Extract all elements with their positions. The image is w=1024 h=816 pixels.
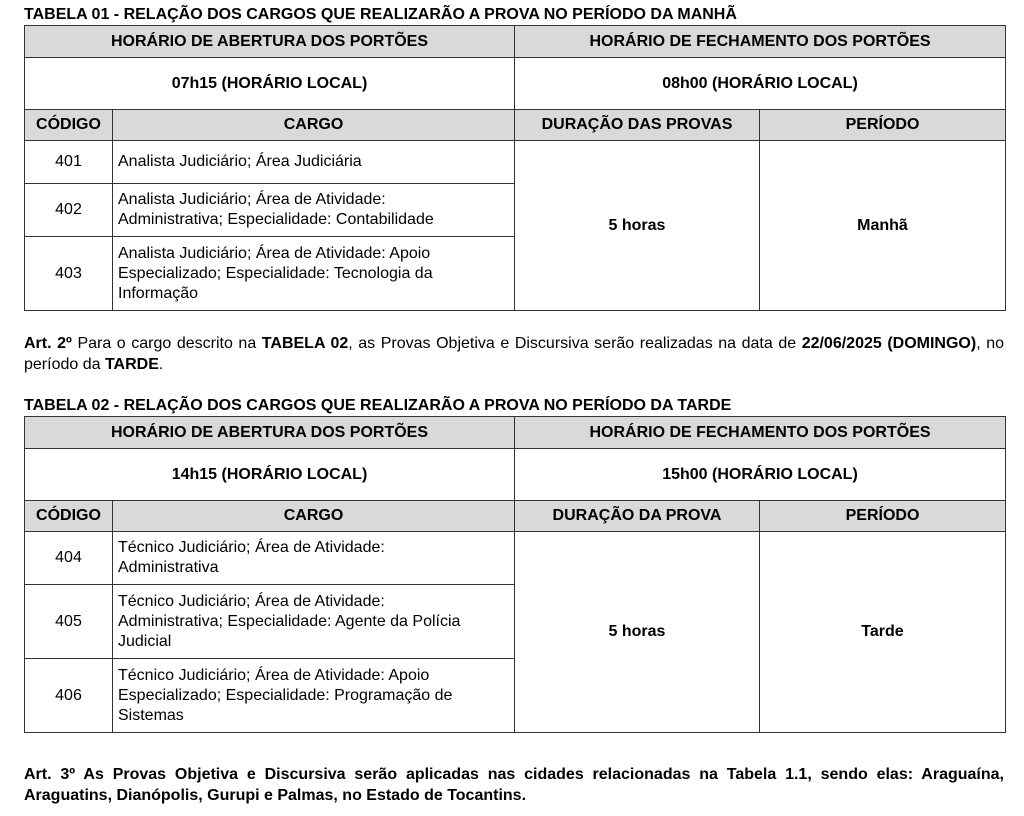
row-code: 401 — [25, 141, 113, 184]
cargo-line: Administrativa; Especialidade: Contabilidade — [118, 211, 434, 228]
column-header-cargo: CARGO — [113, 501, 515, 532]
row-code: 404 — [25, 532, 113, 585]
article-2-period: TARDE — [104, 356, 159, 373]
row-cargo — [113, 141, 515, 184]
period-value: Manhã — [760, 141, 1006, 311]
closing-time: 08h00 (HORÁRIO LOCAL) — [515, 58, 1006, 110]
column-header-period: PERÍODO — [760, 110, 1006, 141]
column-header-code: CÓDIGO — [25, 110, 113, 141]
column-header-code: CÓDIGO — [25, 501, 113, 532]
table-row — [25, 532, 1006, 585]
closing-time: 15h00 (HORÁRIO LOCAL) — [515, 449, 1006, 501]
table-02-caption: TABELA 02 - RELAÇÃO DOS CARGOS QUE REALIZARÃO A PROVA NO PERÍODO DA TARDE — [24, 397, 732, 414]
cargo-line: Administrativa; Especialidade: Agente da Polícia — [118, 612, 461, 630]
cargo-line: Técnico Judiciário; Área de Atividade: Apoio — [118, 666, 430, 684]
row-cargo — [113, 532, 515, 585]
opening-time: 07h15 (HORÁRIO LOCAL) — [25, 58, 515, 110]
row-cargo — [113, 659, 515, 733]
cargo-line: Especializado; Especialidade: Tecnologia da — [118, 264, 433, 282]
article-2-paragraph — [24, 333, 1004, 375]
article-2-text-2: , as Provas Objetiva e Discursiva serão realizadas na data de — [348, 335, 802, 352]
cargo-line: Técnico Judiciário; Área de Atividade: — [118, 592, 385, 610]
opening-header: HORÁRIO DE ABERTURA DOS PORTÕES — [25, 26, 515, 58]
cargo-line: Especializado; Especialidade: Programação de — [118, 686, 453, 704]
article-2-text-3: , no período da — [24, 335, 1005, 373]
row-code: 406 — [25, 659, 113, 733]
article-2-text-4: . — [158, 356, 164, 373]
row-cargo — [113, 184, 515, 237]
closing-header: HORÁRIO DE FECHAMENTO DOS PORTÕES — [515, 26, 1006, 58]
article-2-label: Art. 2º — [24, 335, 72, 352]
cargo-line: Técnico Judiciário; Área de Atividade: — [118, 539, 385, 556]
column-header-period: PERÍODO — [760, 501, 1006, 532]
table-row — [25, 141, 1006, 184]
opening-time: 14h15 (HORÁRIO LOCAL) — [25, 449, 515, 501]
row-code: 402 — [25, 184, 113, 237]
closing-header: HORÁRIO DE FECHAMENTO DOS PORTÕES — [515, 417, 1006, 449]
table-01 — [24, 25, 1006, 311]
cargo-line: Analista Judiciário; Área de Atividade: Apoio — [118, 244, 431, 262]
column-header-duration: DURAÇÃO DA PROVA — [515, 501, 760, 532]
column-header-cargo: CARGO — [113, 110, 515, 141]
cargo-line: Administrativa — [118, 559, 219, 576]
row-code: 403 — [25, 237, 113, 311]
row-cargo — [113, 585, 515, 659]
row-cargo — [113, 237, 515, 311]
period-value: Tarde — [760, 532, 1006, 733]
cargo-line: Analista Judiciário; Área de Atividade: — [118, 191, 386, 208]
article-2-date: 22/06/2025 (DOMINGO) — [801, 335, 977, 352]
duration-value: 5 horas — [515, 141, 760, 311]
duration-value: 5 horas — [515, 532, 760, 733]
table-02 — [24, 416, 1006, 733]
cargo-line: Sistemas — [118, 706, 184, 724]
article-3-paragraph: Art. 3º As Provas Objetiva e Discursiva serão aplicadas nas cidades relacionadas na Tabela 1.1, sendo elas: Araguaína, Araguatins, Dianópolis, Gurupi e Palmas, no Estado de Tocantins. — [24, 766, 1004, 804]
article-2-text-1: Para o cargo descrito na — [71, 335, 262, 352]
article-2-table-ref: TABELA 02 — [261, 335, 349, 352]
opening-header: HORÁRIO DE ABERTURA DOS PORTÕES — [25, 417, 515, 449]
table-01-caption: TABELA 01 - RELAÇÃO DOS CARGOS QUE REALIZARÃO A PROVA NO PERÍODO DA MANHÃ — [24, 6, 737, 23]
column-header-duration: DURAÇÃO DAS PROVAS — [515, 110, 760, 141]
cargo-line: Informação — [118, 284, 199, 302]
cargo-line: Judicial — [118, 632, 172, 650]
row-code: 405 — [25, 585, 113, 659]
cargo-line: Analista Judiciário; Área Judiciária — [118, 153, 362, 170]
